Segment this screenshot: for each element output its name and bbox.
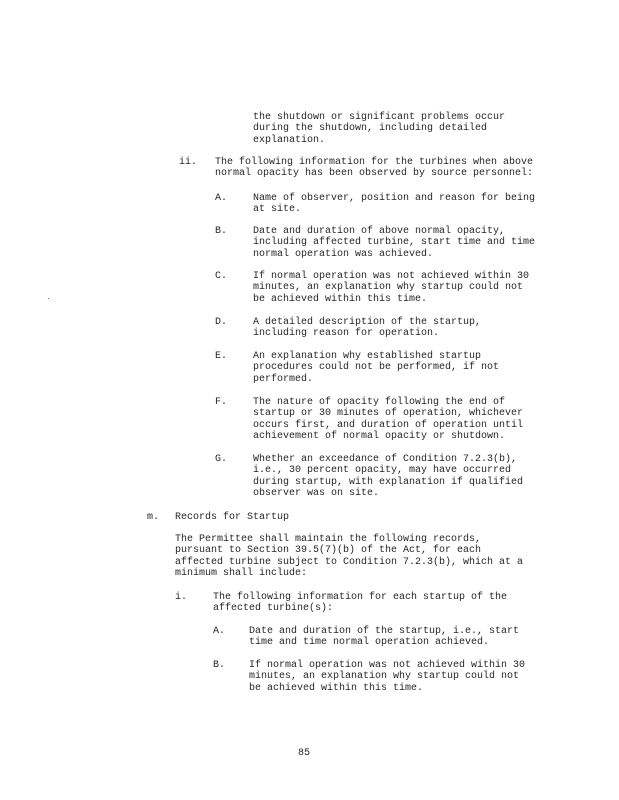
- text-line: at site.: [253, 204, 302, 216]
- continuation-text: [253, 112, 505, 146]
- m-subitem-a-marker: A.: [213, 626, 226, 637]
- subitem-a-marker: A.: [215, 193, 228, 204]
- text-line: affected turbine subject to Condition 7.2.3(b), which at a: [175, 556, 524, 568]
- text-line: minimum shall include:: [175, 568, 308, 580]
- subitem-b-text: [253, 226, 535, 260]
- text-line: be achieved within this time.: [253, 293, 428, 305]
- text-line: during the shutdown, including detailed: [253, 123, 488, 135]
- subitem-d-text: [253, 317, 481, 340]
- subitem-a-text: [253, 193, 535, 216]
- text-line: procedures could not be performed, if not: [253, 362, 500, 374]
- subitem-e-marker: E.: [215, 351, 228, 362]
- text-line: including affected turbine, start time and time: [253, 237, 536, 249]
- item-m-i-marker: i.: [175, 592, 188, 603]
- item-m-i-text: [213, 592, 507, 615]
- text-line: The following information for the turbines when above: [215, 157, 534, 168]
- m-subitem-a-text: [249, 626, 519, 649]
- subitem-g-text: [253, 454, 523, 500]
- subitem-g-marker: G.: [215, 454, 228, 465]
- item-m-intro: [175, 534, 523, 580]
- subitem-d-marker: D.: [215, 317, 228, 328]
- text-line: be achieved within this time.: [249, 682, 424, 694]
- item-m-marker: m.: [147, 512, 160, 523]
- m-subitem-b-marker: B.: [213, 660, 226, 671]
- text-line: pursuant to Section 39.5(7)(b) of the Act, for each: [175, 545, 482, 557]
- item-ii-marker: ii.: [179, 157, 198, 168]
- text-line: If normal operation was not achieved within 30: [249, 660, 526, 671]
- text-line: Date and duration of the startup, i.e., start: [249, 626, 520, 637]
- text-line: explanation.: [253, 134, 326, 146]
- subitem-f-text: [253, 397, 523, 443]
- text-line: Date and duration of above normal opacity,: [253, 226, 506, 237]
- subitem-f-marker: F.: [215, 397, 228, 408]
- text-line: achievement of normal opacity or shutdown.: [253, 431, 506, 443]
- text-line: The nature of opacity following the end of: [253, 397, 506, 408]
- subitem-c-marker: C.: [215, 271, 228, 282]
- text-line: including reason for operation.: [253, 328, 440, 340]
- text-line: A detailed description of the startup,: [253, 317, 482, 328]
- subitem-b-marker: B.: [215, 226, 228, 237]
- text-line: the shutdown or significant problems occur: [253, 112, 506, 123]
- text-line: time and time normal operation achieved.: [249, 637, 490, 649]
- text-line: occurs first, and duration of operation until: [253, 419, 524, 431]
- text-line: Whether an exceedance of Condition 7.2.3(b),: [253, 454, 518, 465]
- text-line: The following information for each startup of the: [213, 592, 508, 603]
- page-number: 85: [298, 748, 311, 759]
- text-line: An explanation why established startup: [253, 351, 482, 362]
- m-subitem-b-text: [249, 660, 525, 694]
- text-line: minutes, an explanation why startup could not: [249, 671, 520, 683]
- subitem-c-text: [253, 271, 529, 305]
- text-line: minutes, an explanation why startup could not: [253, 282, 524, 294]
- text-line: i.e., 30 percent opacity, may have occurred: [253, 465, 512, 477]
- text-line: affected turbine(s):: [213, 603, 334, 615]
- text-line: during startup, with explanation if qualified: [253, 476, 524, 488]
- text-line: The Permittee shall maintain the following records,: [175, 534, 482, 545]
- subitem-e-text: [253, 351, 499, 385]
- text-line: normal operation was achieved.: [253, 248, 434, 260]
- item-ii-text: [215, 157, 533, 180]
- text-line: If normal operation was not achieved within 30: [253, 271, 530, 282]
- text-line: observer was on site.: [253, 488, 380, 500]
- text-line: Name of observer, position and reason for being: [253, 193, 536, 204]
- item-m-heading: Records for Startup: [175, 512, 290, 523]
- text-line: startup or 30 minutes of operation, whichever: [253, 408, 524, 420]
- text-line: normal opacity has been observed by source personnel:: [215, 168, 534, 180]
- stray-mark: [48, 298, 49, 299]
- text-line: performed.: [253, 373, 314, 385]
